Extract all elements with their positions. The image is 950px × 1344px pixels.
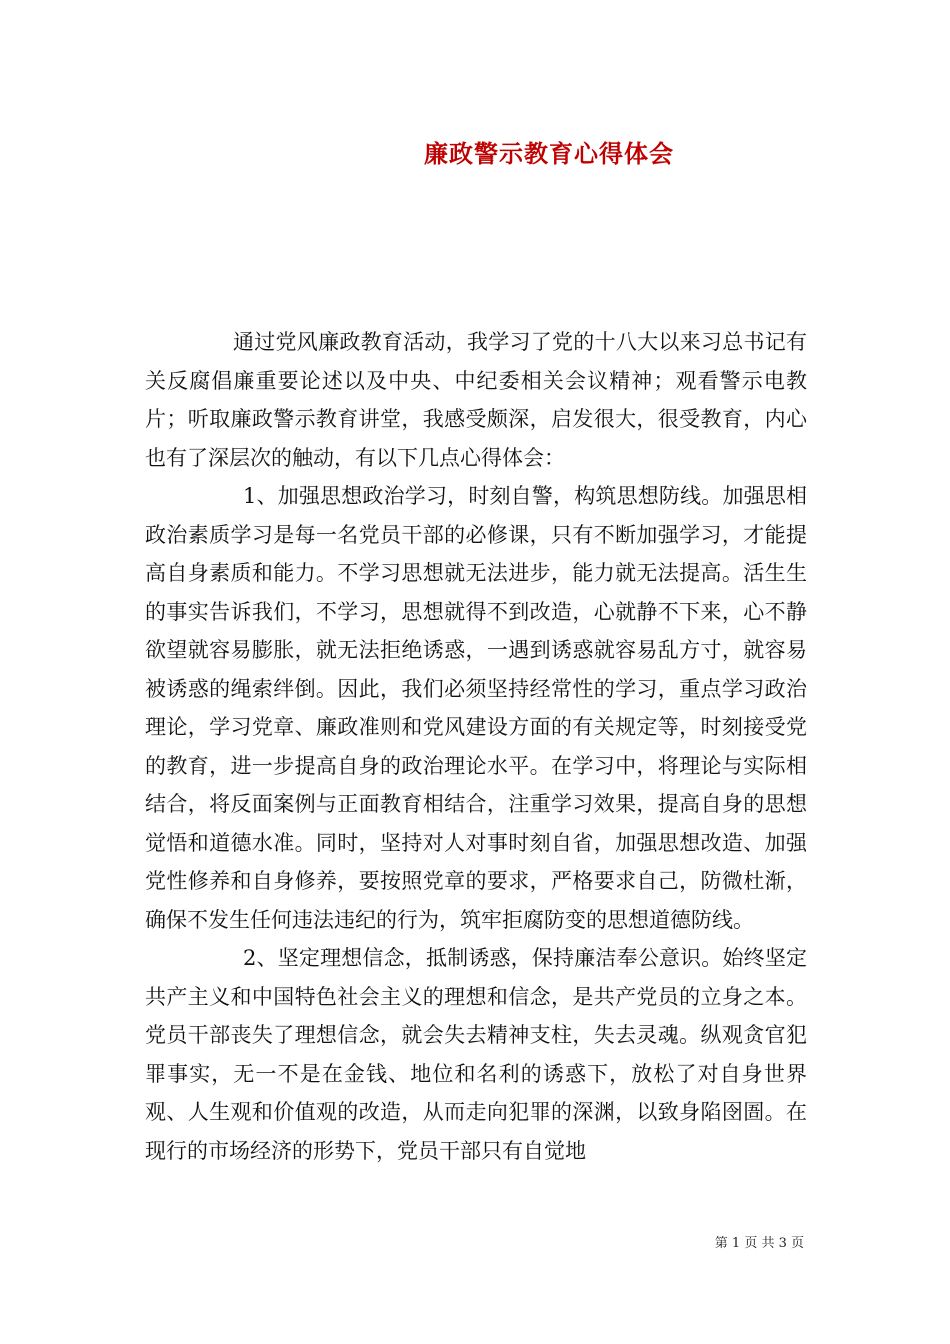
paragraph-point-1: 1、加强思想政治学习，时刻自警，构筑思想防线。加强思相政治素质学习是每一名党员干部的必修课，只有不断加强学习，才能提高自身素质和能力。不学习思想就无法进步，能力就无法提高。活生生的事实告诉我们，不学习，思想就得不到改造，心就静不下来，心不静欲望就容易膨胀，就无法拒绝诱惑，一遇到诱惑就容易乱方寸，就容易被诱惑的绳索绊倒。因此，我们必须坚持经常性的学习，重点学习政治理论，学习党章、廉政准则和党风建设方面的有关规定等，时刻接受党的教育，进一步提高自身的政治理论水平。在学习中，将理论与实际相结合，将反面案例与正面教育相结合，注重学习效果，提高自身的思想觉悟和道德水准。同时，坚持对人对事时刻自省，加强思想改造、加强党性修养和自身修养，要按照党章的要求，严格要求自己，防微杜渐，确保不发生任何违法违纪的行为，筑牢拒腐防变的思想道德防线。 [145,484,807,932]
page-number-label: 第 1 页 共 3 页 [714,1236,804,1251]
paragraph-intro: 通过党风廉政教育活动，我学习了党的十八大以来习总书记有关反腐倡廉重要论述以及中央、中纪委相关会议精神；观看警示电教片；听取廉政警示教育讲堂，我感受颇深，启发很大，很受教育，内心也有了深层次的触动，有以下几点心得体会： [145,330,807,470]
document-body [145,323,807,1170]
page-footer [715,1232,804,1251]
paragraph-point-2: 2、坚定理想信念，抵制诱惑，保持廉洁奉公意识。始终坚定共产主义和中国特色社会主义的理想和信念，是共产党员的立身之本。党员干部丧失了理想信念，就会失去精神支柱，失去灵魂。纵观贪官犯罪事实，无一不是在金钱、地位和名利的诱惑下，放松了对自身世界观、人生观和价值观的改造，从而走向犯罪的深渊，以致身陷囹圄。在现行的市场经济的形势下，党员干部只有自觉地 [145,946,807,1163]
document-title: 廉政警示教育心得体会 [424,139,674,168]
